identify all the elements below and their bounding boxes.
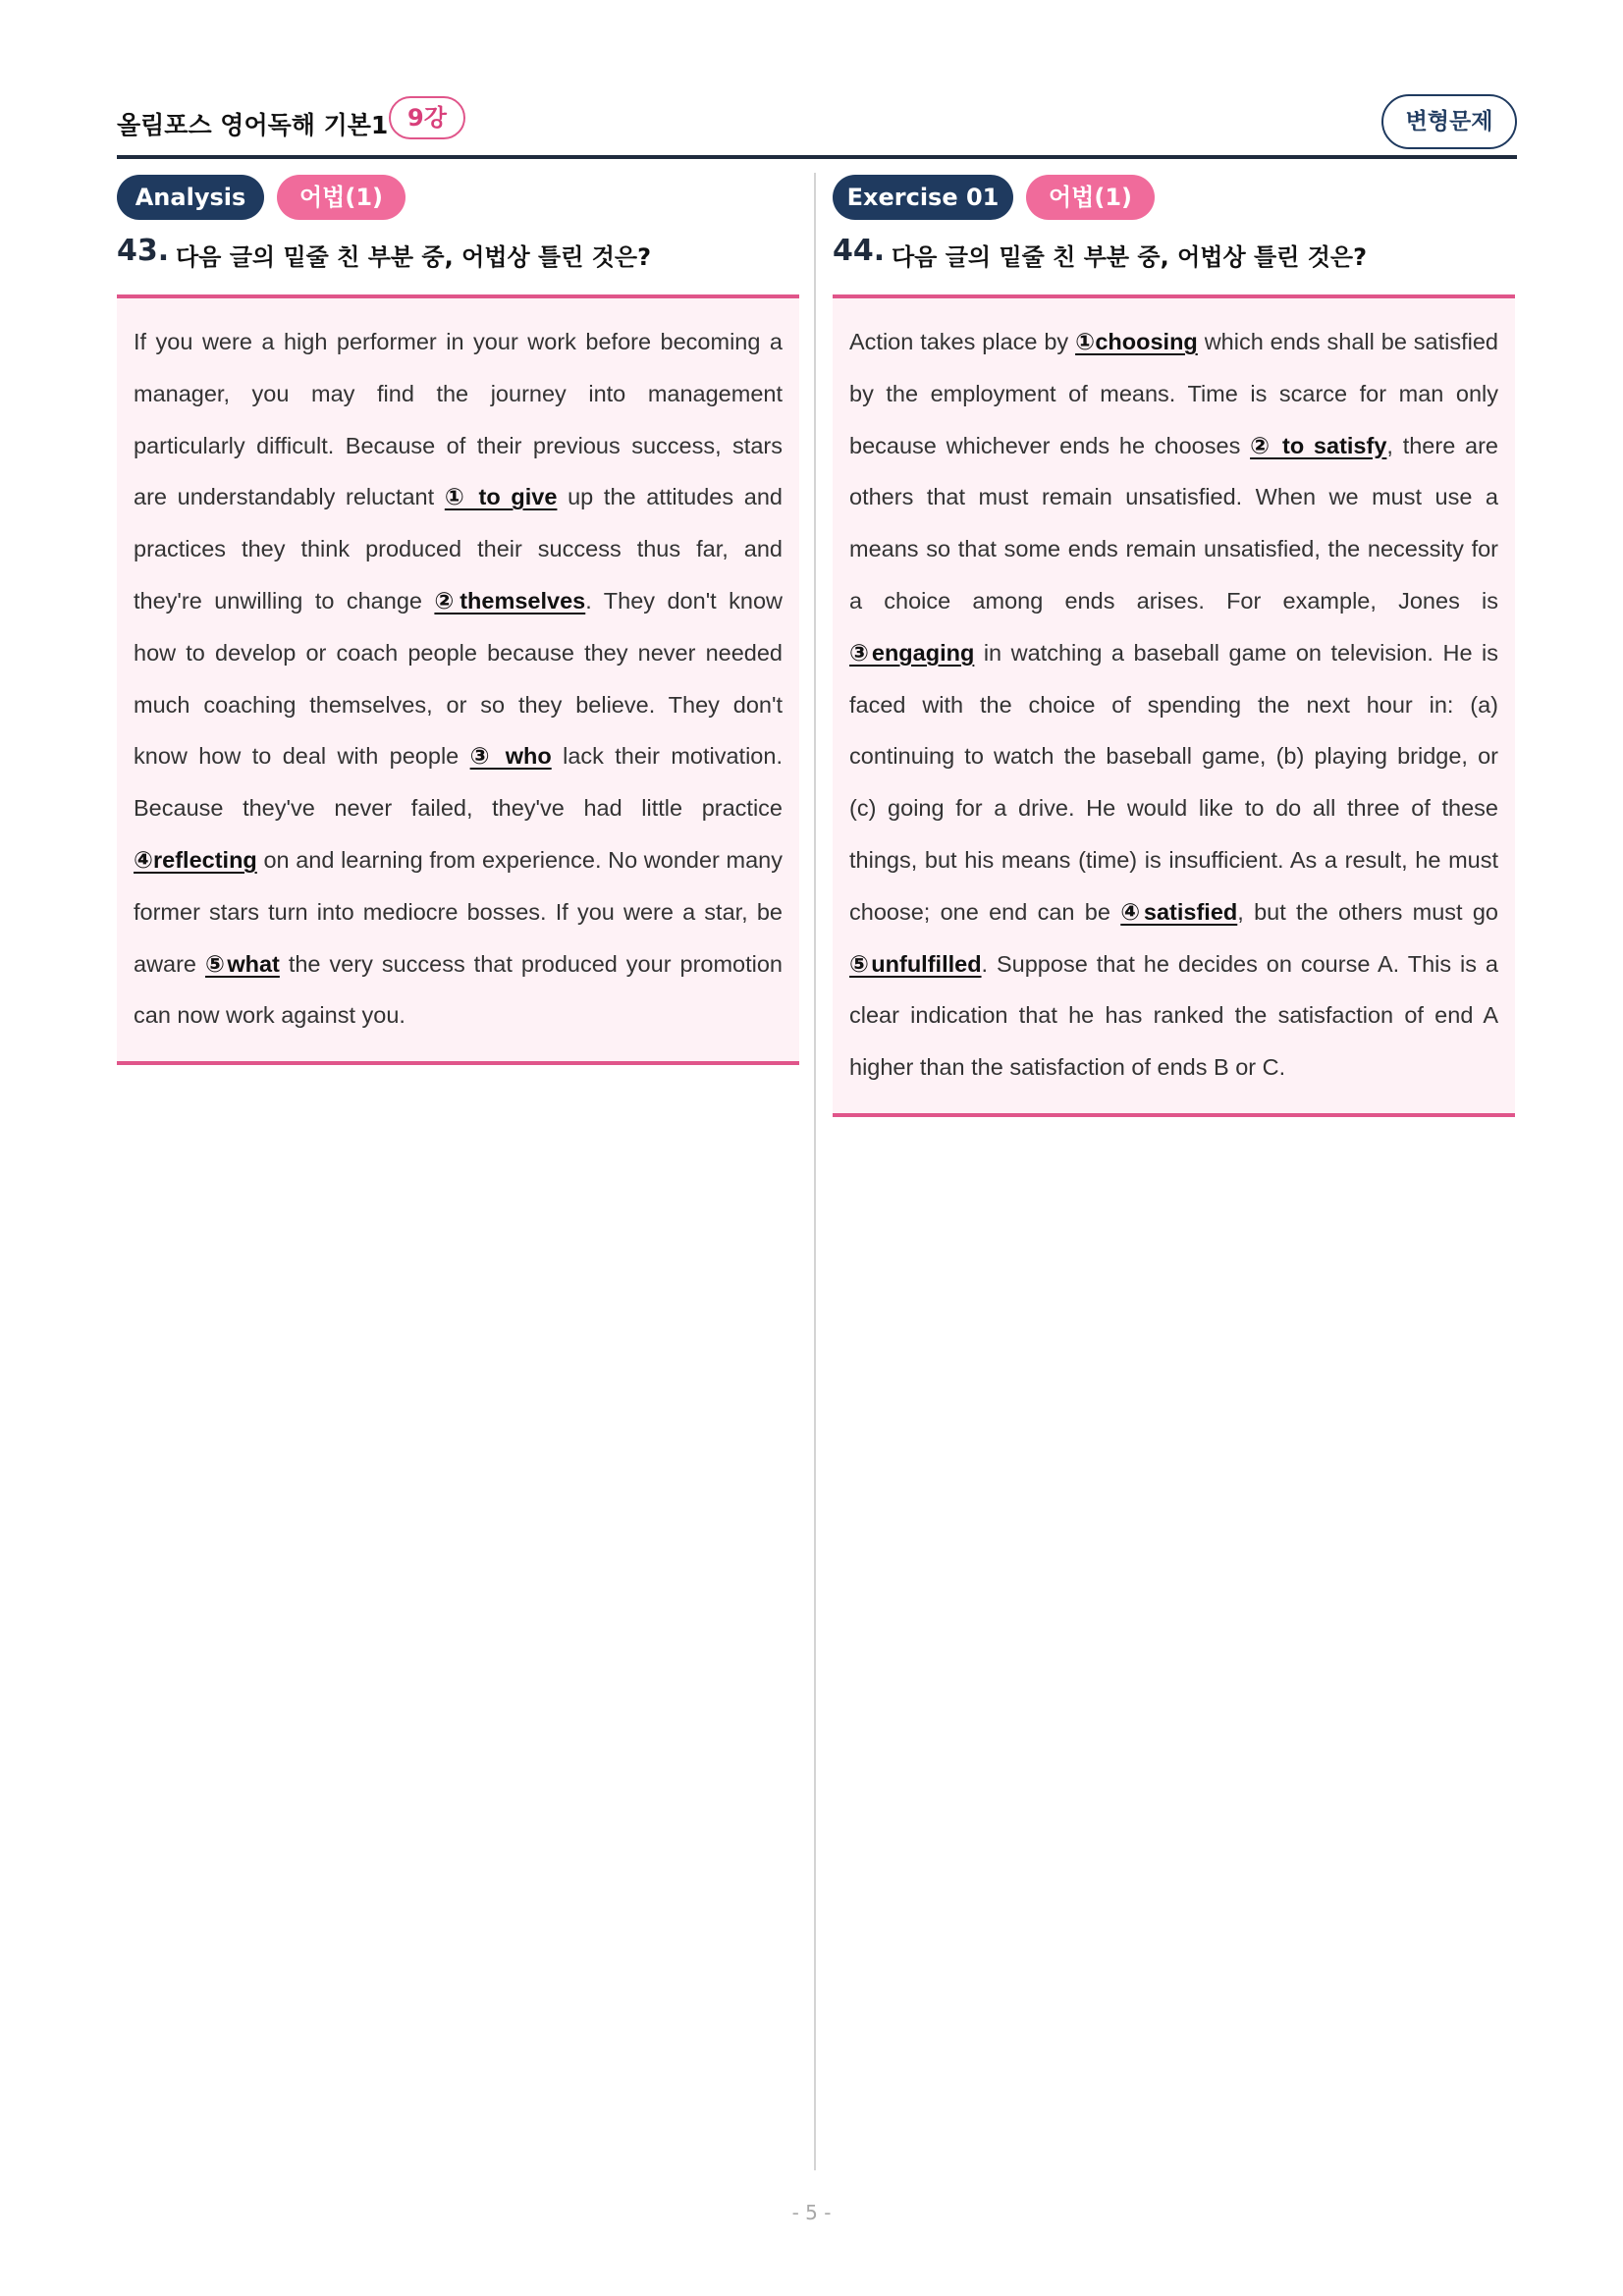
column-divider (814, 173, 816, 2170)
underlined-option: ④reflecting (134, 846, 257, 873)
question-text: 다음 글의 밑줄 친 부분 중, 어법상 틀린 것은? (892, 243, 1368, 271)
passage-text: lack their motivation. Because they've never failed, they've had little practice (134, 743, 783, 822)
passage-text: the very success that produced your promotion can now work against you. (134, 950, 783, 1029)
tag-row (833, 173, 1515, 222)
passage-box (117, 298, 799, 1061)
grammar-tag: 어법(1) (277, 175, 406, 220)
underlined-option: ②themselves (434, 587, 586, 614)
question-type-badge: 변형문제 (1381, 94, 1517, 149)
passage-text: , there are others that must remain unsatisfied. When we must use a means so that some ends remain unsatisfied, the necessity for a choice among ends arises. For example, Jones is (849, 432, 1498, 614)
grammar-tag: 어법(1) (1026, 175, 1155, 220)
underlined-option: ② to satisfy (1250, 432, 1387, 458)
tag-row (117, 173, 799, 222)
passage-text: on and learning from experience. No wonder many former stars turn into mediocre bosses. If you were a star, be aware (134, 846, 783, 977)
header-rule (117, 155, 1517, 159)
passage-text: If you were a high performer in your work before becoming a manager, you may find the journey into management particularly difficult. Because of their previous success, stars are understandably reluctant (134, 329, 783, 510)
passage-text: , but the others must go (1237, 898, 1498, 925)
passage-text: which ends shall be satisfied by the employment of means. Time is scarce for man only because whichever ends he chooses (849, 329, 1498, 458)
underlined-option: ①choosing (1075, 329, 1198, 354)
book-title: 올림포스 영어독해 기본1 (117, 111, 389, 139)
left-column (117, 173, 799, 1065)
passage-text: Action takes place by (849, 329, 1076, 354)
page-number: - 5 - (791, 2201, 832, 2224)
underlined-option: ④satisfied (1120, 898, 1238, 925)
exercise-tag: Exercise 01 (833, 175, 1013, 220)
question-text: 다음 글의 밑줄 친 부분 중, 어법상 틀린 것은? (176, 243, 652, 271)
passage-box (833, 298, 1515, 1113)
question-number: 43. (117, 234, 170, 268)
passage-text: . Suppose that he decides on course A. This is a clear indication that he has ranked the satisfaction of end A higher than the satisfaction of ends B or C. (849, 950, 1498, 1081)
passage-text: . They don't know how to develop or coach people because they never needed much coaching themselves, or so they believe. They don't know how to deal with people (134, 587, 784, 770)
page-header (117, 94, 1517, 159)
question-number: 44. (833, 234, 886, 268)
underlined-option: ③ who (469, 743, 552, 770)
passage-bottom-rule (117, 1061, 799, 1065)
passage-text: up the attitudes and practices they think produced their success thus far, and they're unwilling to change (134, 484, 783, 614)
underlined-option: ⑤what (204, 950, 280, 977)
underlined-option: ① to give (444, 484, 558, 510)
underlined-option: ⑤unfulfilled (849, 950, 982, 977)
analysis-tag: Analysis (117, 175, 264, 220)
lesson-badge: 9강 (389, 96, 465, 139)
question-header (833, 222, 1515, 294)
question-header (117, 222, 799, 294)
passage-text: in watching a baseball game on television. He is faced with the choice of spending the next hour in: (a) continuing to watch the baseball game, (b) playing bridge, or (c) going for a drive. He would like to do all three of these things, but his means (time) is insufficient. As a result, he must choose; one end can be (849, 639, 1498, 925)
underlined-option: ③engaging (849, 639, 975, 666)
right-column (833, 173, 1515, 1117)
passage-bottom-rule (833, 1113, 1515, 1117)
